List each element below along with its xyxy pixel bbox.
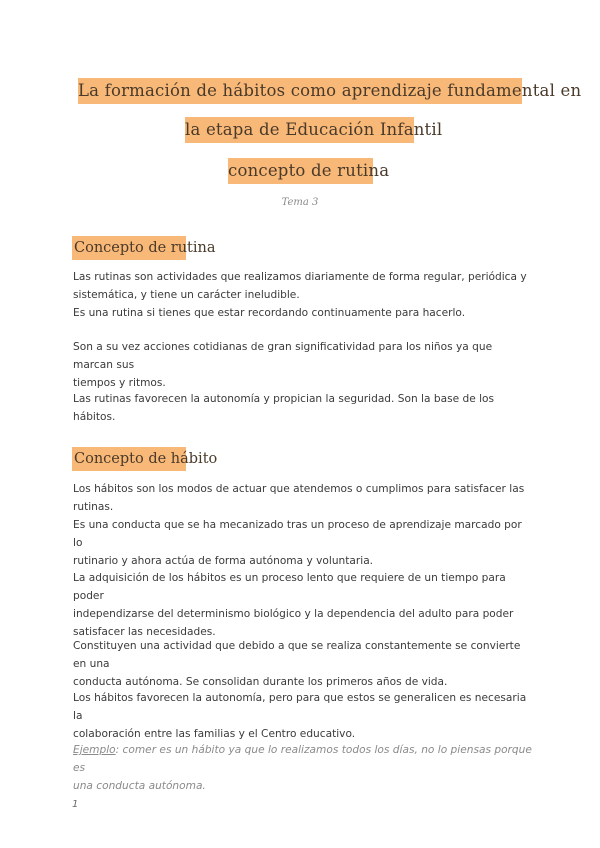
section-heading-habito: Concepto de hábito	[72, 447, 186, 471]
paragraph	[73, 637, 533, 691]
example-note	[73, 741, 533, 795]
paragraph	[73, 689, 533, 743]
text-line: Es una rutina si tienes que estar recordando continuamente para hacerlo.	[73, 307, 466, 319]
text-line: tiempos y ritmos.	[73, 377, 166, 389]
paragraph	[73, 338, 533, 392]
text-line: Los hábitos son los modos de actuar que atendemos o cumplimos para satisfacer las	[73, 483, 525, 495]
page-number: 1	[72, 799, 79, 810]
text-line: La adquisición de los hábitos es un proceso lento que requiere de un tiempo para poder	[73, 572, 506, 602]
text-line: rutinas.	[73, 501, 114, 513]
paragraph	[73, 480, 533, 570]
title-line-3: concepto de rutina	[228, 158, 373, 184]
text-line: colaboración entre las familias y el Centro educativo.	[73, 728, 356, 740]
text-line: Las rutinas favorecen la autonomía y propician la seguridad. Son la base de los hábitos.	[73, 393, 495, 423]
text-line: independizarse del determinismo biológico y la dependencia del adulto para poder	[73, 608, 514, 620]
example-label: Ejemplo	[73, 744, 116, 756]
text-line: Es una conducta que se ha mecanizado tras un proceso de aprendizaje marcado por lo	[73, 519, 522, 549]
section-heading-rutina: Concepto de rutina	[72, 236, 186, 260]
title-line-2: la etapa de Educación Infantil	[185, 117, 414, 143]
text-line: Los hábitos favorecen la autonomía, pero para que estos se generalicen es necesaria la	[73, 692, 527, 722]
example-line-1	[73, 744, 532, 774]
paragraph	[73, 268, 533, 322]
text-line: Constituyen una actividad que debido a que se realiza constantemente se convierte en una	[73, 640, 521, 670]
text-line: Son a su vez acciones cotidianas de gran significatividad para los niños ya que marcan sus	[73, 341, 493, 371]
subtitle: Tema 3	[281, 197, 319, 208]
text-line: rutinario y ahora actúa de forma autónoma y voluntaria.	[73, 555, 374, 567]
text-line: conducta autónoma. Se consolidan durante los primeros años de vida.	[73, 676, 448, 688]
title-line-1: La formación de hábitos como aprendizaje fundamental en	[78, 78, 522, 104]
text-line: satisfacer las necesidades.	[73, 626, 216, 638]
paragraph	[73, 390, 533, 426]
text-line: Las rutinas son actividades que realizamos diariamente de forma regular, periódica y	[73, 271, 527, 283]
text-line: sistemática, y tiene un carácter ineludible.	[73, 289, 300, 301]
example-text-1: : comer es un hábito ya que lo realizamos todos los días, no lo piensas porque es	[73, 744, 532, 774]
paragraph	[73, 569, 533, 641]
example-text-2: una conducta autónoma.	[73, 780, 206, 792]
